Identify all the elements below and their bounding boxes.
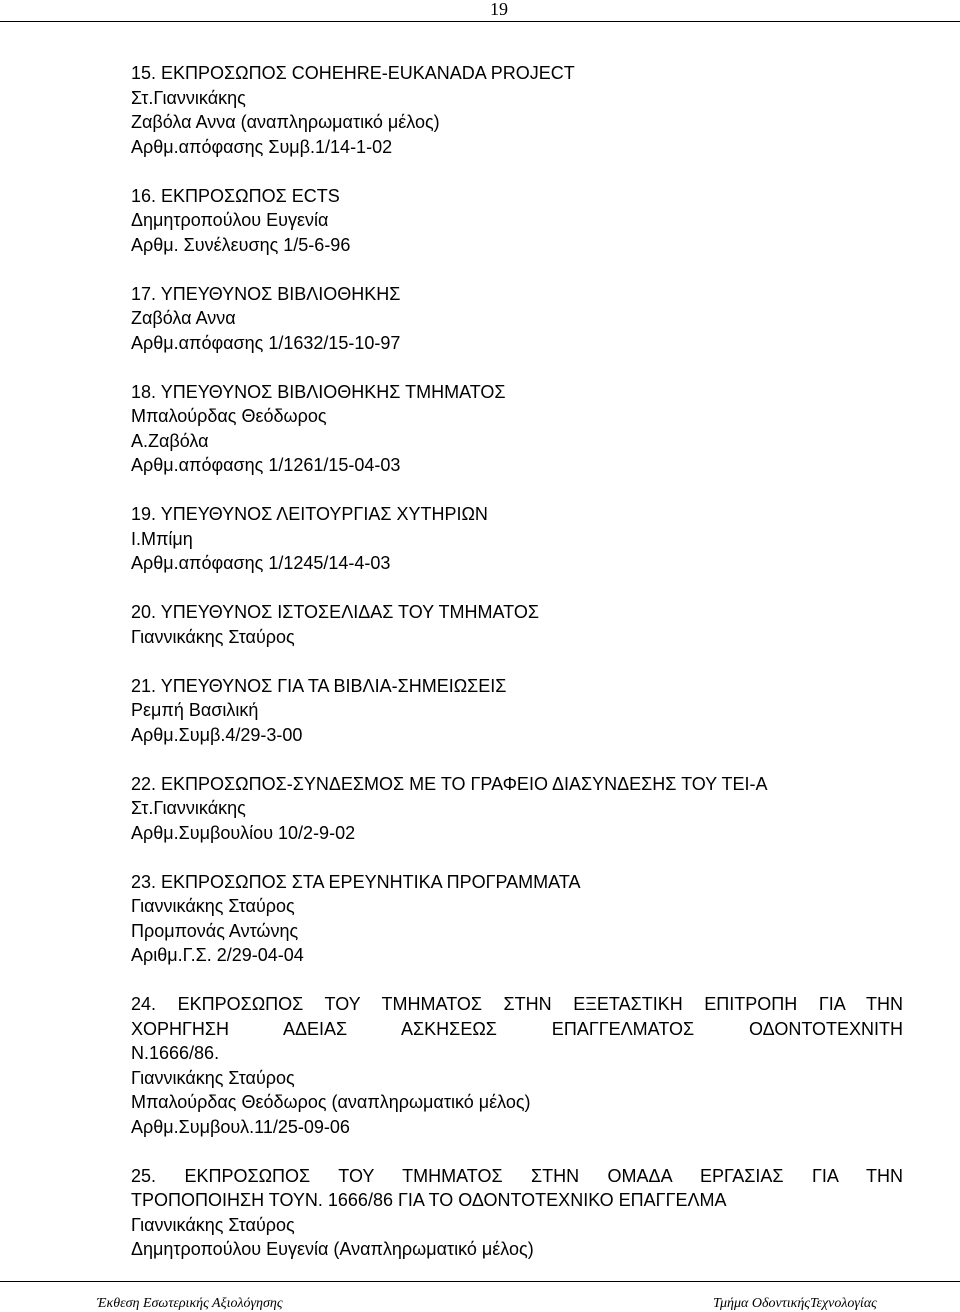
entry-line: Ρεμπή Βασιλική [131, 700, 259, 720]
entry-title: 21. ΥΠΕΥΘΥΝΟΣ ΓΙΑ ΤΑ ΒΙΒΛΙΑ-ΣΗΜΕΙΩΣΕΙΣ [131, 675, 507, 696]
entry-title: 15. ΕΚΠΡΟΣΩΠΟΣ COHEHRE-EUKANADA PROJECT [131, 63, 575, 83]
entry-line: Αρθμ.Συμβουλίου 10/2-9-02 [131, 822, 356, 843]
page-header [0, 0, 960, 22]
entry-line: Αρθμ.απόφασης 1/1261/15-04-03 [131, 455, 401, 475]
entry-title: 19. ΥΠΕΥΘΥΝΟΣ ΛΕΙΤΟΥΡΓΙΑΣ ΧΥΤΗΡΙΩΝ [131, 504, 488, 524]
entry-title: 25. ΕΚΠΡΟΣΩΠΟΣ ΤΟΥ ΤΜΗΜΑΤΟΣ ΣΤΗΝ ΟΜΑΔΑ ΕΡΓΑΣΙΑΣ ΓΙΑ ΤΗΝ [131, 1165, 903, 1186]
entry-line: Γιαννικάκης Σταύρος [131, 626, 295, 647]
entry-line: Ζαβόλα Αννα [131, 308, 236, 328]
entry-19 [131, 502, 903, 576]
entry-line: Ι.Μπίμη [131, 528, 193, 549]
entry-18 [131, 380, 903, 478]
entry-line: Δημητροπούλου Ευγενία (Αναπληρωματικό μέλος) [131, 1239, 534, 1259]
entry-line: Αρθμ.απόφασης 1/1632/15-10-97 [131, 332, 401, 353]
entry-25 [131, 1164, 903, 1262]
entry-line: Αριθμ.Γ.Σ. 2/29-04-04 [131, 945, 304, 965]
entry-15 [131, 61, 903, 159]
entry-line: Προμπονάς Αντώνης [131, 920, 299, 941]
footer-report-title: Έκθεση Εσωτερικής Αξιολόγησης [97, 1296, 283, 1311]
entry-line: Στ.Γιαννικάκης [131, 798, 246, 818]
entry-line: Ζαβόλα Αννα (αναπληρωματικό μέλος) [131, 112, 440, 132]
entry-line: Αρθμ.απόφασης Συμβ.1/14-1-02 [131, 136, 393, 157]
entry-line: Μπαλούρδας Θεόδωρος [131, 406, 327, 426]
entry-line: Στ.Γιαννικάκης [131, 87, 246, 108]
entry-20 [131, 600, 903, 649]
entry-title: 16. ΕΚΠΡΟΣΩΠΟΣ ECTS [131, 185, 340, 206]
entry-title-continued: Ν.1666/86. [131, 1043, 220, 1063]
entry-17 [131, 282, 903, 356]
entry-title-continued: ΤΡΟΠΟΠΟΙΗΣΗ ΤΟΥΝ. 1666/86 ΓΙΑ ΤΟ ΟΔΟΝΤΟΤΕΧΝΙΚΟ ΕΠΑΓΓΕΛΜΑ [131, 1190, 727, 1210]
entry-line: Α.Ζαβόλα [131, 430, 209, 451]
entry-line: Γιαννικάκης Σταύρος [131, 1214, 295, 1235]
entry-line: Γιαννικάκης Σταύρος [131, 1067, 295, 1088]
entry-23 [131, 870, 903, 968]
page-footer [0, 1281, 960, 1311]
entry-16 [131, 184, 903, 258]
entry-title: 20. ΥΠΕΥΘΥΝΟΣ ΙΣΤΟΣΕΛΙΔΑΣ ΤΟΥ ΤΜΗΜΑΤΟΣ [131, 602, 539, 622]
entry-line: Μπαλούρδας Θεόδωρος (αναπληρωματικό μέλος) [131, 1092, 531, 1112]
entry-line: Αρθμ. Συνέλευσης 1/5-6-96 [131, 234, 351, 255]
entry-22 [131, 772, 903, 846]
entry-line: Δημητροπούλου Ευγενία [131, 210, 329, 230]
entry-line: Γιαννικάκης Σταύρος [131, 896, 295, 916]
entry-21 [131, 674, 903, 748]
entry-title: 18. ΥΠΕΥΘΥΝΟΣ ΒΙΒΛΙΟΘΗΚΗΣ ΤΜΗΜΑΤΟΣ [131, 381, 506, 402]
document-body [131, 61, 903, 1286]
footer-department: Τμήμα ΟδοντικήςΤεχνολογίας [713, 1296, 877, 1311]
entry-title: 23. ΕΚΠΡΟΣΩΠΟΣ ΣΤΑ ΕΡΕΥΝΗΤΙΚΑ ΠΡΟΓΡΑΜΜΑΤΑ [131, 871, 581, 892]
entry-title: 22. ΕΚΠΡΟΣΩΠΟΣ-ΣΥΝΔΕΣΜΟΣ ΜΕ ΤΟ ΓΡΑΦΕΙΟ ΔΙΑΣΥΝΔΕΣΗΣ ΤΟΥ ΤΕΙ-Α [131, 773, 768, 794]
entry-title-continued: ΧΟΡΗΓΗΣΗ ΑΔΕΙΑΣ ΑΣΚΗΣΕΩΣ ΕΠΑΓΓΕΛΜΑΤΟΣ ΟΔΟΝΤΟΤΕΧΝΙΤΗ [131, 1018, 903, 1039]
entry-line: Αρθμ.Συμβουλ.11/25-09-06 [131, 1116, 350, 1137]
page-number: 19 [490, 0, 508, 19]
entry-24 [131, 992, 903, 1139]
entry-title: 24. ΕΚΠΡΟΣΩΠΟΣ ΤΟΥ ΤΜΗΜΑΤΟΣ ΣΤΗΝ ΕΞΕΤΑΣΤΙΚΗ ΕΠΙΤΡΟΠΗ ΓΙΑ ΤΗΝ [131, 994, 903, 1014]
entry-line: Αρθμ.Συμβ.4/29-3-00 [131, 724, 303, 745]
entry-title: 17. ΥΠΕΥΘΥΝΟΣ ΒΙΒΛΙΟΘΗΚΗΣ [131, 283, 401, 304]
entry-line: Αρθμ.απόφασης 1/1245/14-4-03 [131, 553, 391, 573]
